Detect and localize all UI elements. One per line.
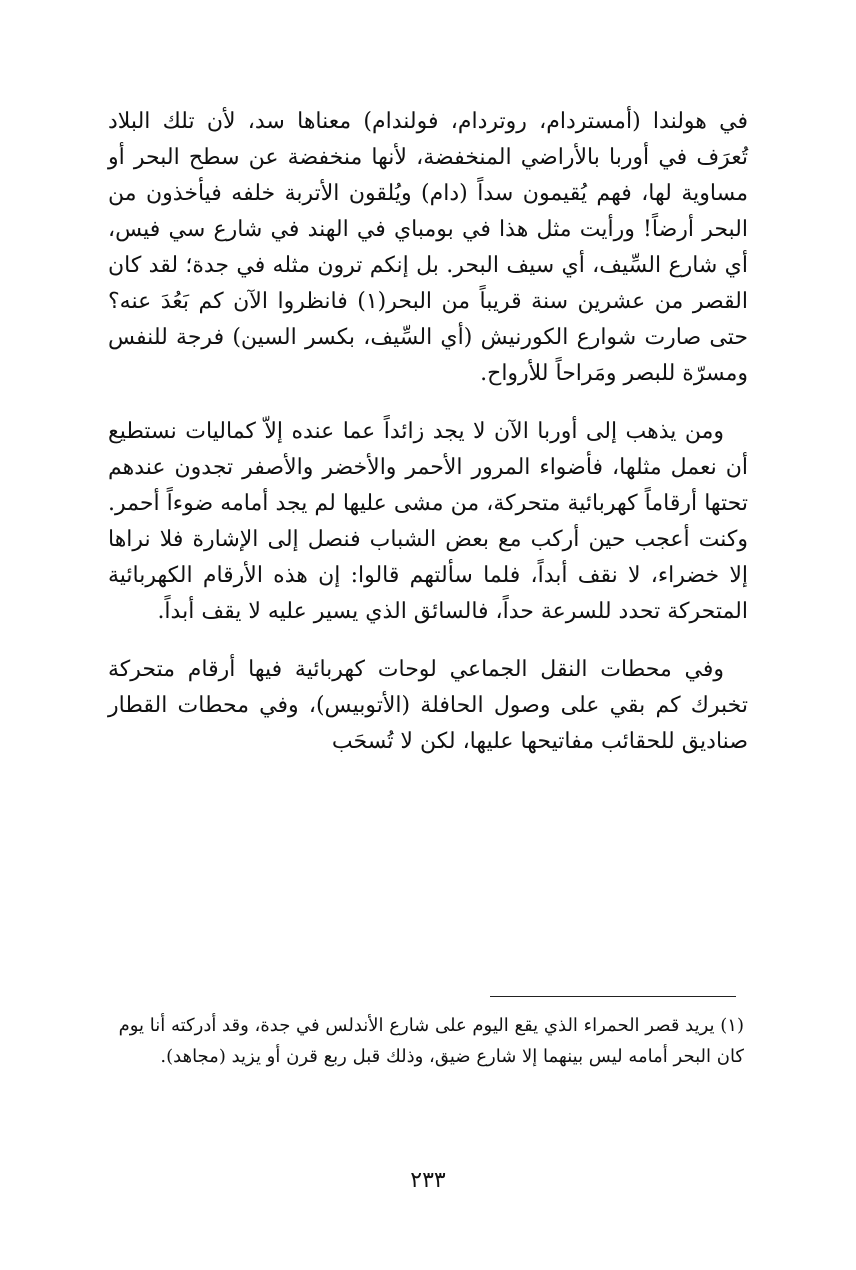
footnote-divider <box>490 996 736 997</box>
main-text <box>108 104 748 760</box>
footnote-1: (١) يريد قصر الحمراء الذي يقع اليوم على شارع الأندلس في جدة، وقد أدركته أنا يوم كان البحر أمامه ليس بينهما إلا شارع ضيق، وذلك قبل ربع قرن أو يزيد (مجاهد). <box>118 1015 744 1067</box>
paragraph-2: ومن يذهب إلى أوربا الآن لا يجد زائداً عما عنده إلاّ كماليات نستطيع أن نعمل مثلها، فأضواء المرور الأحمر والأخضر والأصفر تجدون عندهم تحتها أرقاماً كهربائية متحركة، من مشى عليها لم يجد أمامه ضوءاً أحمر. وكنت أعجب حين أركب مع بعض الشباب فنصل إلى الإشارة فلا نراها إلا خضراء، لا نقف أبداً، فلما سألتهم قالوا: إن هذه الأرقام الكهربائية المتحركة تحدد للسرعة حداً، فالسائق الذي يسير عليه لا يقف أبداً. <box>108 419 748 624</box>
paragraph-1: في هولندا (أمستردام، روتردام، فولندام) معناها سد، لأن تلك البلاد تُعرَف في أوربا بالأراضي المنخفضة، لأنها منخفضة عن سطح البحر أو مساوية لها، فهم يُقيمون سداً (دام) ويُلقون الأتربة خلفه فيأخذون من البحر أرضاً! ورأيت مثل هذا في بومباي في الهند في شارع سي فيس، أي شارع السِّيف، أي سيف البحر. بل إنكم ترون مثله في جدة؛ لقد كان القصر من عشرين سنة قريباً من البحر(١) فانظروا الآن كم بَعُدَ عنه؟ حتى صارت شوارع الكورنيش (أي السِّيف، بكسر السين) فرجة للنفس ومسرّة للبصر ومَراحاً للأرواح. <box>108 109 749 386</box>
page-number: ٢٣٣ <box>410 1168 446 1193</box>
paragraph-3: وفي محطات النقل الجماعي لوحات كهربائية فيها أرقام متحركة تخبرك كم بقي على وصول الحافلة (الأتوبيس)، وفي محطات القطار صناديق للحقائب مفاتيحها عليها، لكن لا تُسحَب <box>108 657 748 754</box>
footnotes <box>108 1010 744 1072</box>
